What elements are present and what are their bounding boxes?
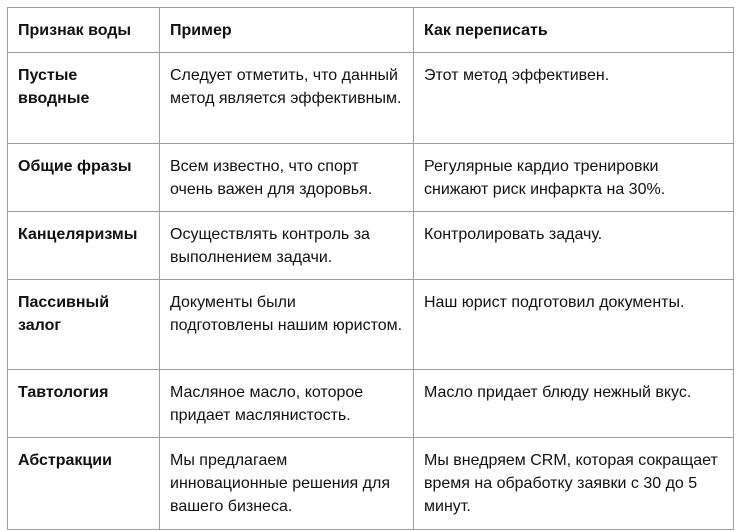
row-example: Всем известно, что спорт очень важен для здоровья. [160,144,414,212]
row-rewrite: Этот метод эффективен. [414,53,734,144]
table-row [8,144,734,212]
header-example: Пример [160,8,414,53]
water-signs-table [7,7,734,530]
table-row [8,438,734,530]
row-sign: Абстракции [8,438,160,530]
header-rewrite: Как переписать [414,8,734,53]
row-rewrite: Контролировать задачу. [414,212,734,280]
row-sign: Тавтология [8,370,160,438]
table-header-row [8,8,734,53]
row-rewrite: Масло придает блюду нежный вкус. [414,370,734,438]
row-rewrite: Наш юрист подготовил документы. [414,280,734,370]
row-rewrite: Регулярные кардио тренировки снижают риск инфаркта на 30%. [414,144,734,212]
table-row [8,212,734,280]
header-sign: Признак воды [8,8,160,53]
row-sign: Общие фразы [8,144,160,212]
table-row [8,53,734,144]
table-row [8,280,734,370]
row-rewrite: Мы внедряем CRM, которая сокращает время на обработку заявки с 30 до 5 минут. [414,438,734,530]
row-sign: Пустые вводные [8,53,160,144]
row-sign: Пассивный залог [8,280,160,370]
table-row [8,370,734,438]
row-example: Осуществлять контроль за выполнением задачи. [160,212,414,280]
row-sign: Канцеляризмы [8,212,160,280]
row-example: Масляное масло, которое придает маслянистость. [160,370,414,438]
row-example: Мы предлагаем инновационные решения для вашего бизнеса. [160,438,414,530]
row-example: Следует отметить, что данный метод является эффективным. [160,53,414,144]
row-example: Документы были подготовлены нашим юристом. [160,280,414,370]
